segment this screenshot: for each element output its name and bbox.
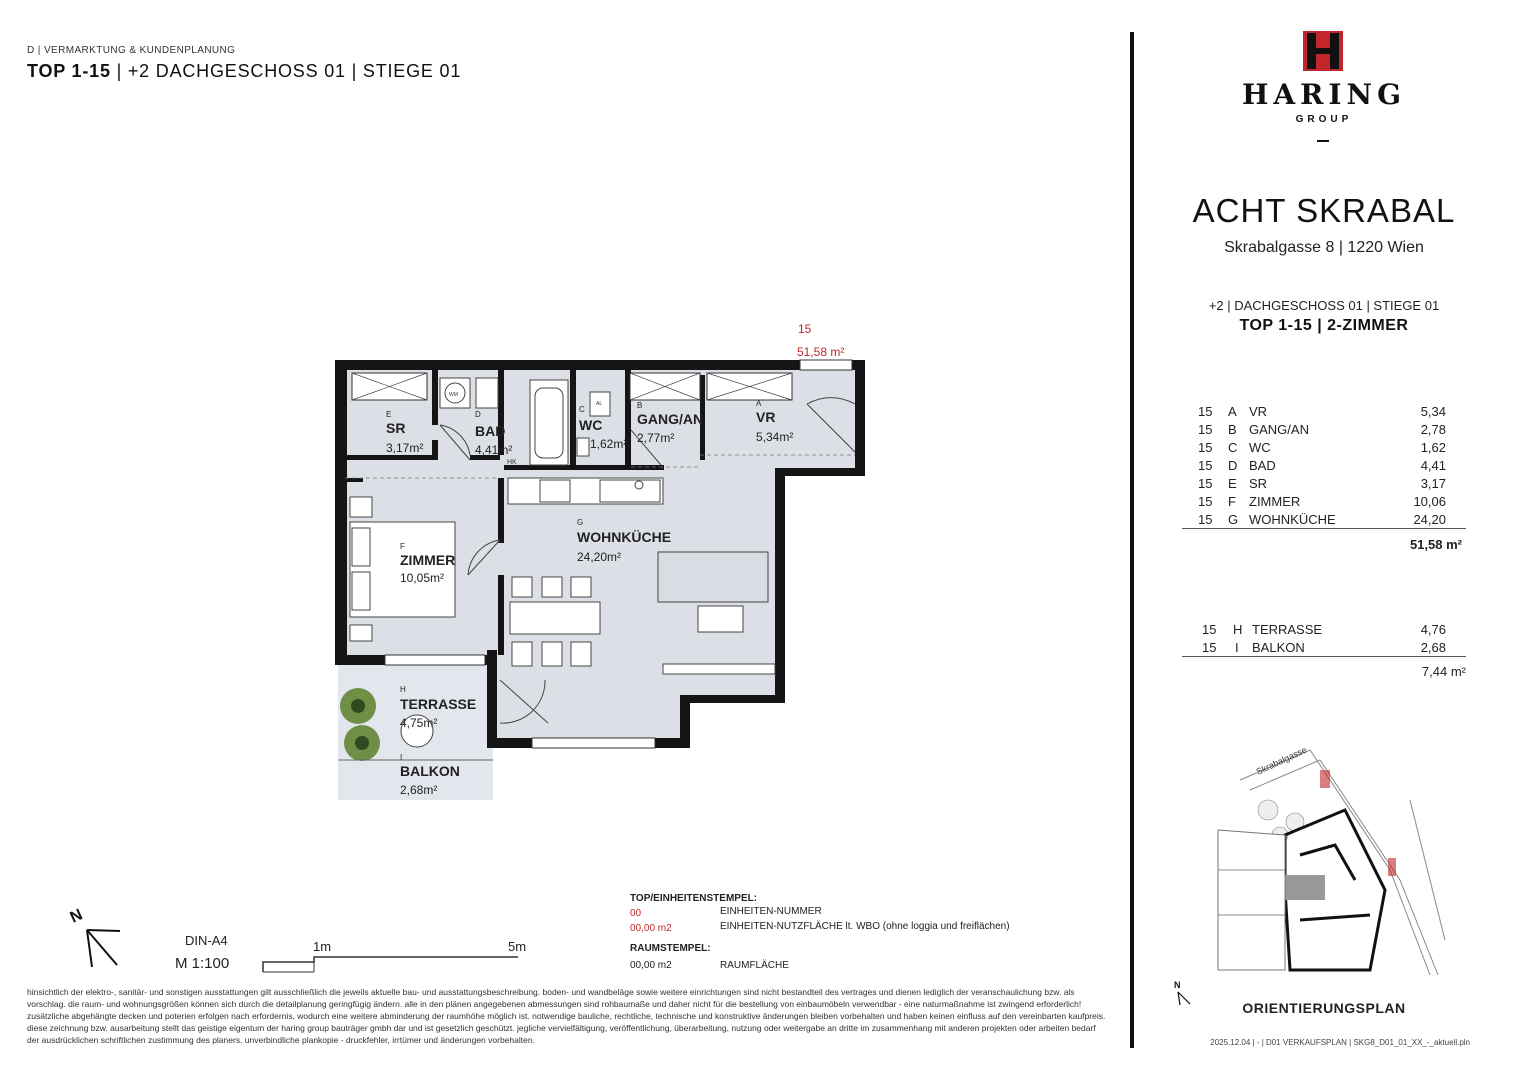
row-nr: 15 (1202, 640, 1217, 655)
scale-5m-label: 5m (508, 939, 527, 954)
row-name: SR (1249, 476, 1268, 491)
row-name: WOHNKÜCHE (1249, 512, 1336, 527)
room-area-terrasse: 4,75m² (400, 716, 438, 730)
room-name-wc: WC (579, 417, 603, 433)
room-name-balkon: BALKON (400, 763, 460, 779)
room-letter-terrasse: H (400, 685, 406, 694)
row-area: 5,34 (1420, 404, 1446, 419)
rooms-total: 51,58 m² (1409, 537, 1462, 552)
header-title (27, 61, 461, 82)
row-nr: 15 (1198, 494, 1213, 509)
room-letter-gang: B (637, 401, 643, 410)
hk-label: HK (507, 459, 517, 466)
row-name: ZIMMER (1249, 494, 1301, 509)
stamp-text-3: RAUMFLÄCHE (720, 960, 789, 971)
unit-area: 51,58 m² (797, 345, 845, 359)
north-arrow-icon (62, 895, 132, 975)
outdoor-total: 7,44 m² (1421, 664, 1466, 679)
raumstempel-title: RAUMSTEMPEL: (630, 943, 711, 954)
room-name-terrasse: TERRASSE (400, 696, 477, 712)
row-nr: 15 (1198, 458, 1213, 473)
logo-divider (1317, 140, 1329, 142)
room-area-wohnkueche: 24,20m² (577, 550, 622, 564)
washing-machine-label: WM (449, 392, 458, 398)
scale-ratio: M 1:100 (175, 955, 230, 972)
row-letter: D (1228, 458, 1238, 473)
row-letter: E (1228, 476, 1237, 491)
row-nr: 15 (1202, 622, 1217, 637)
room-area-gang: 2,77m² (637, 431, 675, 445)
scale-bar (258, 952, 523, 974)
row-area: 4,41 (1420, 458, 1446, 473)
brand-sub: GROUP (1295, 114, 1353, 125)
row-letter: A (1228, 404, 1237, 419)
table-rule (1182, 528, 1466, 529)
scale-format: DIN-A4 (185, 933, 228, 948)
room-name-bad: BAD (475, 423, 506, 439)
room-letter-zimmer: F (400, 542, 405, 551)
room-area-vr: 5,34m² (756, 430, 794, 444)
header-title-unit: TOP 1-15 (27, 61, 111, 81)
orientation-label: ORIENTIERUNGSPLAN (1242, 1000, 1406, 1016)
project-unit: TOP 1-15 | 2-ZIMMER (1239, 317, 1409, 334)
row-letter: C (1228, 440, 1238, 455)
row-name: GANG/AN (1249, 422, 1309, 437)
row-name: BAD (1249, 458, 1276, 473)
row-area: 24,20 (1413, 512, 1446, 527)
row-letter: G (1228, 512, 1239, 527)
project-title: ACHT SKRABAL (1192, 192, 1456, 229)
table-rule (1182, 656, 1466, 657)
row-area: 2,68 (1420, 640, 1446, 655)
haring-logo-icon (1303, 31, 1343, 71)
brand-name: HARING (1241, 78, 1407, 111)
svg-text:N: N (1174, 980, 1181, 990)
table-row (1182, 494, 1466, 512)
room-letter-wohnkueche: G (577, 518, 584, 527)
bed (350, 522, 455, 617)
room-area-table (1182, 404, 1466, 530)
north-label: N (67, 906, 86, 927)
table-row (1182, 404, 1466, 422)
row-name: BALKON (1252, 640, 1305, 655)
scale-1m-label: 1m (313, 939, 332, 954)
room-area-balkon: 2,68m² (400, 783, 438, 797)
table-row (1182, 458, 1466, 476)
footer-plan-code: 2025.12.04 | - | D01 VERKAUFSPLAN | SKG8_D01_01_XX_-_aktuell.pln (1210, 1038, 1470, 1047)
header-title-floor: | +2 DACHGESCHOSS 01 | STIEGE 01 (110, 61, 462, 81)
room-letter-wc: C (579, 405, 585, 414)
row-nr: 15 (1198, 422, 1213, 437)
header-subtitle: D | VERMARKTUNG & KUNDENPLANUNG (27, 45, 236, 56)
orientation-plan (1170, 740, 1470, 995)
street-label: Skrabalgasse (1254, 744, 1309, 777)
row-area: 10,06 (1413, 494, 1446, 509)
al-label: AL (596, 401, 603, 407)
row-name: TERRASSE (1252, 622, 1323, 637)
project-floor: +2 | DACHGESCHOSS 01 | STIEGE 01 (1208, 298, 1440, 313)
room-letter-sr: E (386, 410, 392, 419)
room-name-zimmer: ZIMMER (400, 552, 456, 568)
stamp-code-2: 00,00 m2 (630, 923, 672, 934)
disclaimer-text: hinsichtlich der elektro-, sanitär- und sonstigen ausstattungen gilt ausschließlich die jeweils aktuelle bau- und ausstattungsbeschreibung. boden- und wandbeläge sowie weitere einrichtungen sind nicht bestandteil des vertrages und dienen lediglich der veranschaulichung bzw. als vorschlag. die raum- und wohnungsgrößen können sich durch die detailplanung geringfügig ändern. alle in den plänen angegebenen abmessungen sind rohbaumaße und daher nicht für die bestellung von einbaumöbeln verwendbar - eine naturmaßnahme ist zwingend erforderlich! zusätzliche abgehängte decken und poterien erfolgen nach erfordernis, wodurch eine weitere abminderung der raumhöhe möglich ist. notwendige bauliche, rechtliche, technische und konstruktive änderungen bleiben vorbehalten und haben keinen einfluss auf den vereinbarten kaufpreis. diese zeichnung bzw. ausarbeitung stellt das geistige eigentum der haring group bauträger gmbh dar und ist gesetzlich geschützt. jegliche vervielfältigung, veröffentlichung, überarbeitung, nutzung oder weitergabe an dritte im zusammenhang mit anderen projekten oder arbeiten bedarf der ausdrücklichen schriftlichen zustimmung des planers. unverbindliche plankopie - druckfehler, irrtümer und änderungen vorbehalten. (27, 987, 1106, 1045)
row-letter: H (1233, 622, 1243, 637)
room-letter-vr: A (756, 399, 762, 408)
row-nr: 15 (1198, 512, 1213, 527)
stamp-title: TOP/EINHEITENSTEMPEL: (630, 893, 758, 904)
stamp-code-1: 00 (630, 908, 642, 919)
unit-number: 15 (798, 322, 812, 336)
row-nr: 15 (1198, 440, 1213, 455)
table-row (1182, 622, 1466, 640)
room-area-wc: 1,62m² (590, 437, 628, 451)
room-name-gang: GANG/AN (637, 411, 704, 427)
row-nr: 15 (1198, 404, 1213, 419)
table-row (1182, 422, 1466, 440)
table-row (1182, 440, 1466, 458)
stamp-text-2: EINHEITEN-NUTZFLÄCHE lt. WBO (ohne loggia und freiflächen) (720, 921, 1010, 932)
room-name-sr: SR (386, 420, 406, 436)
row-letter: I (1235, 640, 1239, 655)
stamp-text-1: EINHEITEN-NUMMER (720, 906, 822, 917)
row-area: 1,62 (1420, 440, 1446, 455)
project-address: Skrabalgasse 8 | 1220 Wien (1224, 239, 1424, 256)
row-area: 4,76 (1420, 622, 1446, 637)
room-area-bad: 4,41m² (475, 443, 513, 457)
row-name: VR (1249, 404, 1268, 419)
outdoor-area-table (1182, 622, 1466, 658)
room-name-wohnkueche: WOHNKÜCHE (577, 529, 672, 545)
row-letter: B (1228, 422, 1237, 437)
stamp-code-3: 00,00 m2 (630, 960, 672, 971)
row-area: 3,17 (1420, 476, 1446, 491)
room-area-sr: 3,17m² (386, 441, 424, 455)
room-area-zimmer: 10,05m² (400, 571, 445, 585)
room-letter-bad: D (475, 410, 481, 419)
row-nr: 15 (1198, 476, 1213, 491)
panel-divider (1130, 32, 1134, 1048)
table-row (1182, 476, 1466, 494)
floor-plan (300, 320, 900, 820)
room-letter-balkon: I (400, 753, 403, 762)
row-area: 2,78 (1420, 422, 1446, 437)
row-letter: F (1228, 494, 1236, 509)
room-name-vr: VR (756, 409, 776, 425)
row-name: WC (1249, 440, 1271, 455)
